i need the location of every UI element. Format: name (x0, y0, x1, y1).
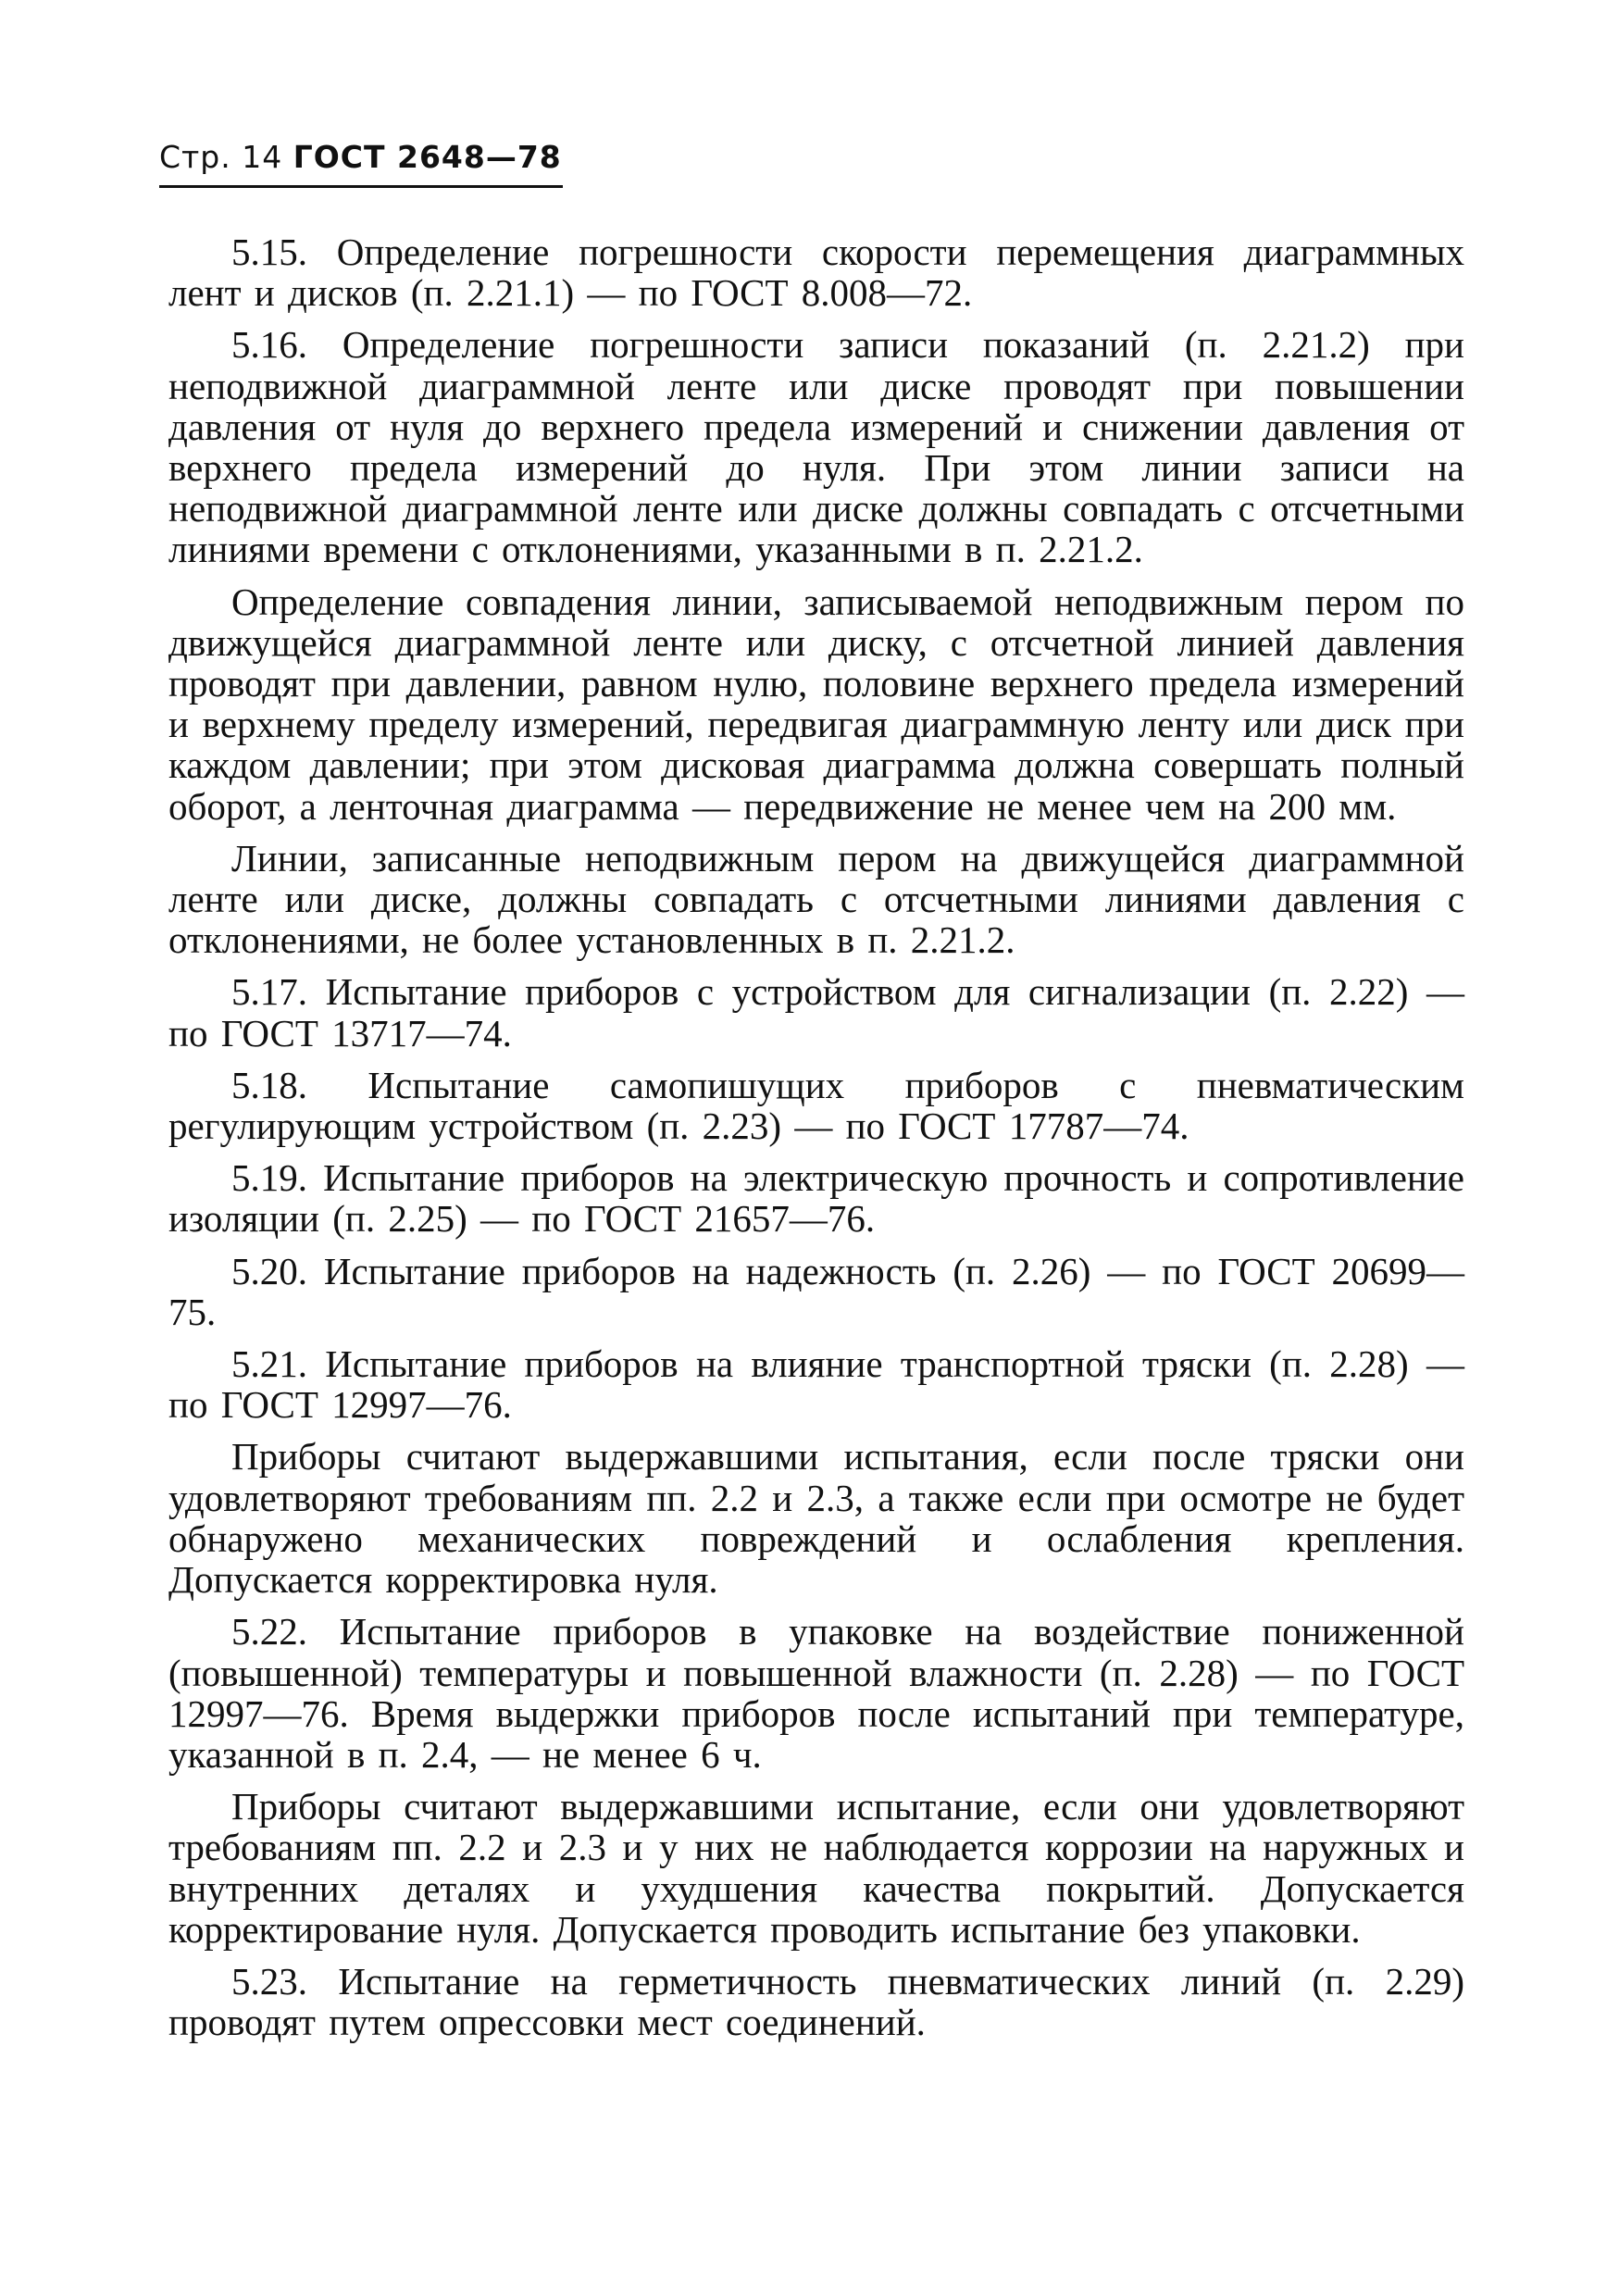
paragraph-5-18: 5.18. Испытание самопишущих приборов с пневматическим регулирующим устройством (п. 2.23) — по ГОСТ 17787—74. (168, 1063, 1464, 1148)
paragraph-5-16: 5.16. Определение погрешности записи показаний (п. 2.21.2) при неподвижной диаграммной ленте или диске проводят при повышении давления от нуля до верхнего предела измерений и снижении давления от верхнего предела измерений до нуля. При этом линии записи на неподвижной диаграммной ленте или диске должны совпадать с отсчетными линиями времени с отклонениями, указанными в п. 2.21.2. (168, 323, 1464, 571)
paragraph-5-22-criteria: Приборы считают выдержавшими испытание, если они удовлетворяют требованиям пп. 2.2 и 2.3 и у них не наблюдается коррозии на наружных и внутренних деталях и ухудшения качества покрытий. Допускается корректирование нуля. Допускается проводить испытание без упаковки. (168, 1785, 1464, 1951)
standard-designation: ГОСТ 2648—78 (293, 139, 562, 175)
paragraph-5-23: 5.23. Испытание на герметичность пневматических линий (п. 2.29) проводят путем опрессовки мест соединений. (168, 1959, 1464, 2044)
body-text (168, 231, 1464, 2053)
page-number-label: Стр. 14 (159, 139, 283, 175)
header-rule (159, 185, 563, 188)
running-head (159, 139, 562, 175)
paragraph-5-21: 5.21. Испытание приборов на влияние транспортной тряски (п. 2.28) — по ГОСТ 12997—76. (168, 1342, 1464, 1427)
paragraph-5-22: 5.22. Испытание приборов в упаковке на воздействие пониженной (повышенной) температуры и повышенной влажности (п. 2.28) — по ГОСТ 12997—76. Время выдержки приборов после испытаний при температуре, указанной в п. 2.4, — не менее 6 ч. (168, 1610, 1464, 1776)
paragraph-5-19: 5.19. Испытание приборов на электрическую прочность и сопротивление изоляции (п. 2.25) — по ГОСТ 21657—76. (168, 1156, 1464, 1241)
paragraph-5-16-alignment: Определение совпадения линии, записываемой неподвижным пером по движущейся диаграммной ленте или диску, с отсчетной линией давления проводят при давлении, равном нулю, половине верхнего предела измерений и верхнему пределу измерений, передвигая диаграммную ленту или диск при каждом давлении; при этом дисковая диаграмма должна совершать полный оборот, а ленточная диаграмма — передвижение не менее чем на 200 мм. (168, 580, 1464, 828)
paragraph-5-17: 5.17. Испытание приборов с устройством для сигнализации (п. 2.22) — по ГОСТ 13717—74. (168, 970, 1464, 1054)
paragraph-5-15: 5.15. Определение погрешности скорости перемещения диаграммных лент и дисков (п. 2.21.1) — по ГОСТ 8.008—72. (168, 231, 1464, 315)
paragraph-5-21-criteria: Приборы считают выдержавшими испытания, если после тряски они удовлетворяют требованиям пп. 2.2 и 2.3, а также если при осмотре не будет обнаружено механических повреждений и ослабления крепления. Допускается корректировка нуля. (168, 1435, 1464, 1602)
paragraph-5-20: 5.20. Испытание приборов на надежность (п. 2.26) — по ГОСТ 20699—75. (168, 1249, 1464, 1333)
paragraph-5-16-lines: Линии, записанные неподвижным пером на движущейся диаграммной ленте или диске, должны совпадать с отсчетными линиями давления с отклонениями, не более установленных в п. 2.21.2. (168, 836, 1464, 962)
